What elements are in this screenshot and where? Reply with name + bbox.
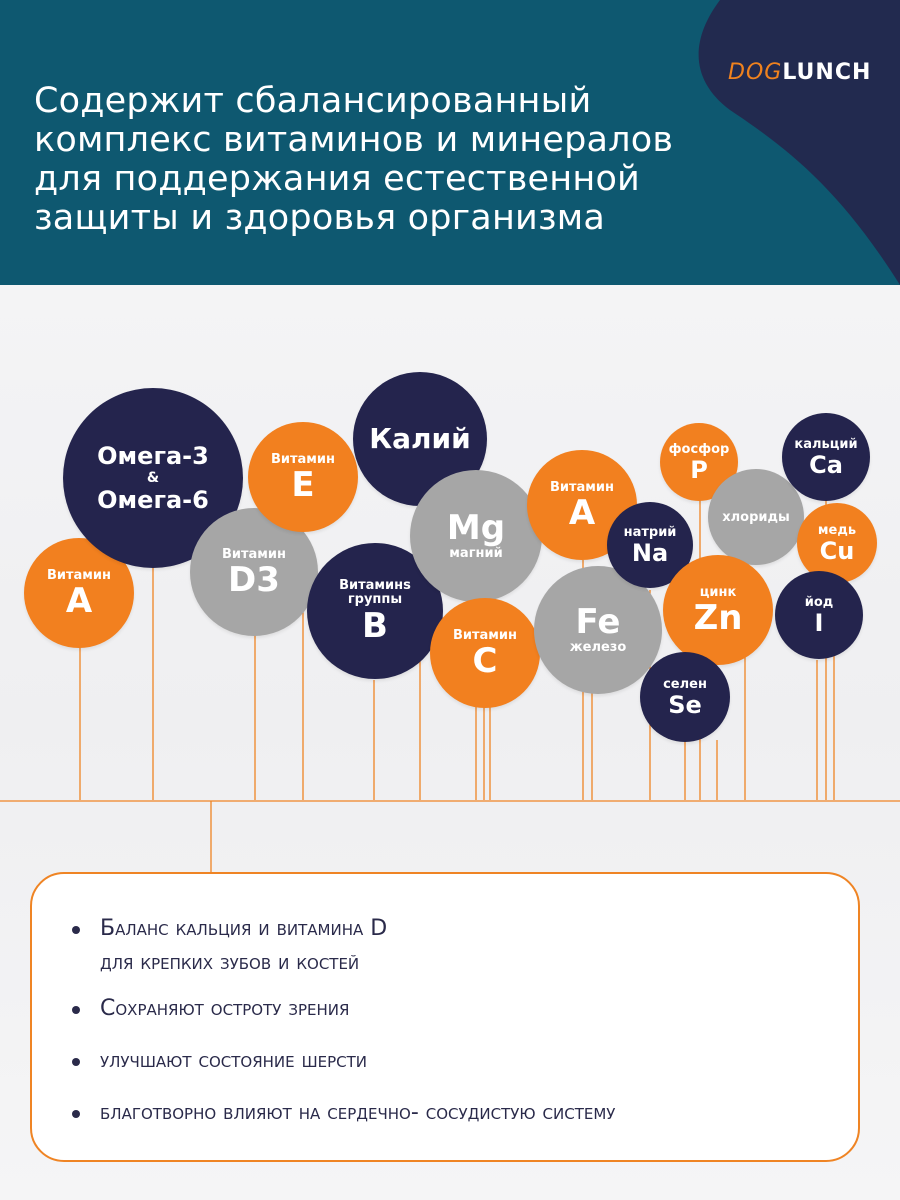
bubble-selenium-label: селен	[663, 676, 707, 692]
benefit-text: благотворно влияют на сердечно- сосудистую систему	[100, 1100, 616, 1125]
benefit-text: Сохраняют остроту зрения	[100, 996, 350, 1021]
bubble-magnesium	[410, 470, 542, 602]
headline-line-2: комплекс витаминов и минералов	[34, 120, 674, 160]
bubble-omega-line-3: Омега-6	[97, 486, 209, 514]
bubble-vitamin-b-symbol: B	[362, 606, 388, 647]
benefit-text: для крепких зубов и костей	[100, 950, 360, 975]
logo-dog-text: DOG	[728, 60, 783, 85]
benefit-text: улучшают состояние шерсти	[100, 1048, 368, 1073]
bubble-selenium	[640, 652, 730, 742]
headline-line-3: для поддержания естественной	[34, 159, 641, 199]
bubble-vitamin-d3-label: Витамин	[221, 546, 287, 562]
bubble-iodine-symbol: I	[814, 608, 824, 637]
bubble-omega-line-2: &	[146, 470, 160, 486]
bubble-iodine	[775, 571, 863, 659]
benefits-list	[72, 912, 615, 1130]
bubble-vitamin-a-left-label: Витамин	[46, 567, 112, 583]
bubble-phosphorus-symbol: P	[690, 455, 708, 484]
bullet-dot-icon	[72, 926, 80, 934]
benefit-item	[72, 992, 615, 1026]
bubble-kaliy-label: Калий	[369, 422, 471, 455]
bubble-vitamin-b-label: Витаминs группы	[339, 577, 411, 607]
benefits-callout	[30, 872, 860, 1162]
benefit-item	[72, 1096, 615, 1130]
bubble-copper-label: медь	[817, 522, 857, 538]
bubble-vitamin-a-left-symbol: A	[65, 580, 93, 621]
bubble-vitamin-a-right-symbol: A	[568, 492, 596, 533]
bubble-vitamin-d3-symbol: D3	[228, 559, 280, 600]
bubble-selenium-symbol: Se	[668, 690, 702, 719]
benefit-item	[72, 912, 615, 946]
bullet-dot-icon	[72, 1110, 80, 1118]
bubble-vitamin-a-right-label: Витамин	[549, 479, 615, 495]
bubble-zinc-label: цинк	[699, 584, 737, 600]
benefit-text: Баланс кальция и витамина D	[100, 916, 388, 941]
bubble-vitamin-e-symbol: E	[291, 464, 315, 505]
bubble-magnesium-symbol: Mg	[446, 507, 506, 548]
bubble-omega-line-1: Омега-3	[97, 442, 209, 470]
benefit-item-continuation	[72, 946, 615, 980]
bubble-vitamin-c	[430, 598, 540, 708]
bubble-chlorides	[708, 469, 804, 565]
bubble-vitamin-c-label: Витамин	[452, 627, 518, 643]
benefit-item	[72, 1044, 615, 1078]
bubble-calcium-label: кальций	[794, 436, 858, 452]
bubble-vitamin-c-symbol: C	[472, 640, 498, 681]
bubble-magnesium-label: магний	[449, 545, 503, 561]
bubble-calcium	[782, 413, 870, 501]
bubble-sodium-symbol: Na	[631, 538, 669, 567]
headline-line-1: Содержит сбалансированный	[34, 81, 592, 121]
headline-line-4: защиты и здоровья организма	[34, 198, 606, 238]
bullet-dot-icon	[72, 1006, 80, 1014]
bullet-dot-icon	[72, 1058, 80, 1066]
bubble-chlorides-label: хлориды	[722, 509, 790, 525]
bubble-zinc-symbol: Zn	[693, 597, 743, 638]
bubble-sodium-label: натрий	[623, 524, 677, 540]
bubble-iodine-label: йод	[804, 594, 834, 610]
bubble-vitamin-e	[248, 422, 358, 532]
bubble-vitamin-e-label: Витамин	[270, 451, 336, 467]
bubble-iron-symbol: Fe	[575, 601, 621, 642]
bubble-calcium-symbol: Ca	[809, 450, 843, 479]
logo-lunch-text: LUNCH	[782, 60, 872, 85]
bubble-iron-label: железо	[569, 639, 627, 655]
bubble-phosphorus-label: фосфор	[668, 441, 730, 457]
bubble-zinc	[663, 555, 773, 665]
bubble-copper-symbol: Cu	[819, 536, 855, 565]
